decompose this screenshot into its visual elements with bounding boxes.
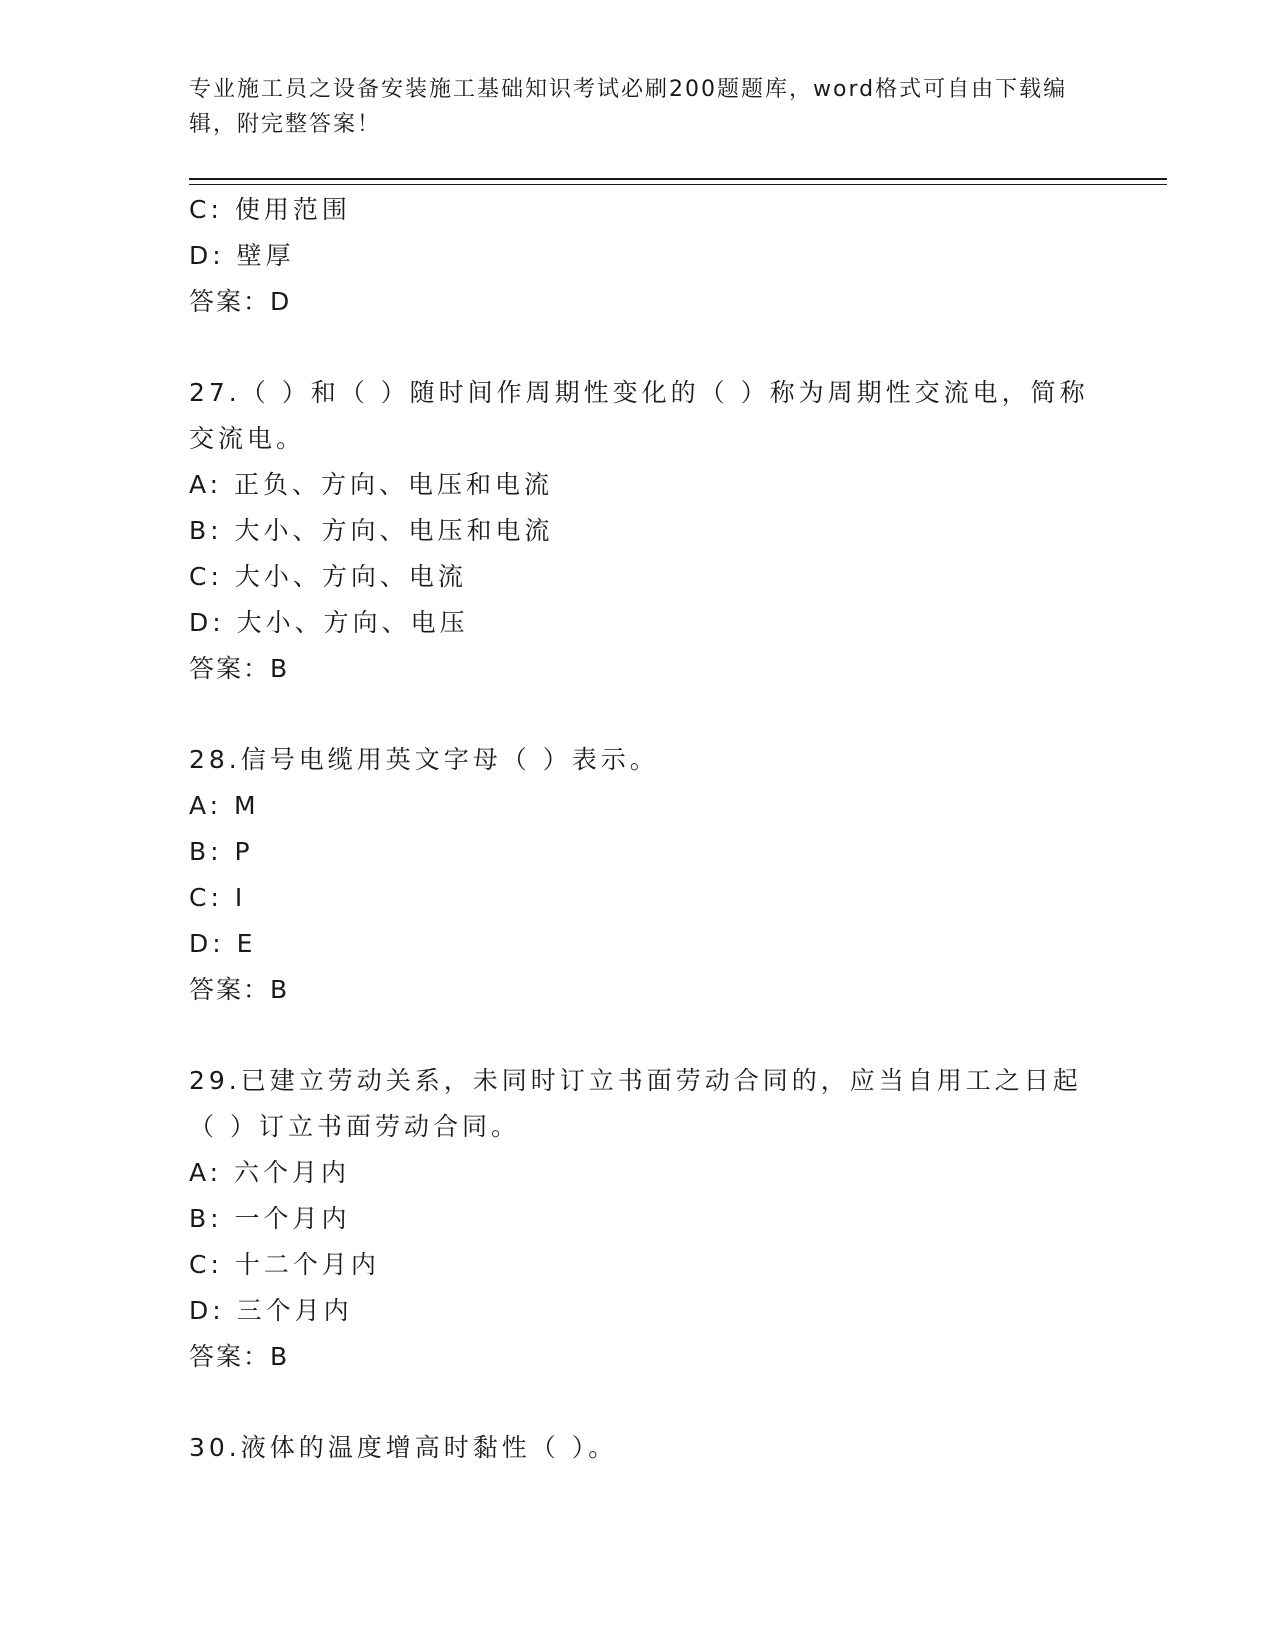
question-27 xyxy=(189,370,1089,692)
option-label: C: xyxy=(189,562,223,591)
answer-line: 答案：D xyxy=(189,287,292,316)
option-text: M xyxy=(234,791,260,820)
option-b xyxy=(189,829,1089,875)
question-28 xyxy=(189,737,1089,1013)
option-label: A: xyxy=(189,1158,223,1187)
option-b xyxy=(189,1196,1089,1242)
option-text: P xyxy=(234,837,254,866)
option-label: B: xyxy=(189,837,223,866)
option-label: B: xyxy=(189,516,223,545)
question-text: 27.（ ）和（ ）随时间作周期性变化的（ ）称为周期性交流电，简称交流电。 xyxy=(189,378,1089,453)
option-a xyxy=(189,1150,1089,1196)
question-text: 28.信号电缆用英文字母（ ）表示。 xyxy=(189,745,659,774)
option-d xyxy=(189,1288,1089,1334)
option-label: D: xyxy=(189,929,225,958)
option-c xyxy=(189,187,1089,233)
option-d xyxy=(189,233,1089,279)
option-label: D: xyxy=(189,608,225,637)
option-c xyxy=(189,554,1089,600)
option-label: B: xyxy=(189,1204,223,1233)
question-text: 30.液体的温度增高时黏性（ ）。 xyxy=(189,1433,618,1462)
option-text: 十二个月内 xyxy=(234,1250,380,1279)
option-label: C: xyxy=(189,1250,223,1279)
header-divider-thick xyxy=(189,178,1167,180)
option-text: 正负、方向、电压和电流 xyxy=(234,470,554,499)
option-d xyxy=(189,600,1089,646)
header-title: 专业施工员之设备安装施工基础知识考试必刷200题题库，word格式可自由下载编辑，附完整答案！ xyxy=(189,77,1068,137)
option-label: A: xyxy=(189,470,223,499)
question-30 xyxy=(189,1425,1089,1471)
header-divider-thin xyxy=(189,184,1167,185)
question-text: 29.已建立劳动关系，未同时订立书面劳动合同的，应当自用工之日起（ ）订立书面劳动合同。 xyxy=(189,1066,1082,1141)
option-c xyxy=(189,1242,1089,1288)
option-text: 使用范围 xyxy=(234,195,351,224)
question-content xyxy=(189,187,1089,1471)
answer-line: 答案：B xyxy=(189,654,290,683)
page-header xyxy=(189,72,1089,142)
question-29 xyxy=(189,1058,1089,1380)
option-text: 大小、方向、电流 xyxy=(234,562,467,591)
option-a xyxy=(189,783,1089,829)
option-label: D: xyxy=(189,1296,225,1325)
option-text: 壁厚 xyxy=(236,241,295,270)
option-text: 三个月内 xyxy=(236,1296,353,1325)
option-b xyxy=(189,508,1089,554)
option-label: C: xyxy=(189,195,223,224)
option-text: 六个月内 xyxy=(234,1158,351,1187)
option-text: I xyxy=(234,883,247,912)
option-c xyxy=(189,875,1089,921)
option-text: E xyxy=(236,929,257,958)
option-text: 一个月内 xyxy=(234,1204,351,1233)
answer-line: 答案：B xyxy=(189,975,290,1004)
option-label: D: xyxy=(189,241,225,270)
question-26-fragment xyxy=(189,187,1089,325)
option-d xyxy=(189,921,1089,967)
option-label: A: xyxy=(189,791,223,820)
option-text: 大小、方向、电压和电流 xyxy=(234,516,554,545)
option-a xyxy=(189,462,1089,508)
option-label: C: xyxy=(189,883,223,912)
answer-line: 答案：B xyxy=(189,1342,290,1371)
option-text: 大小、方向、电压 xyxy=(236,608,469,637)
